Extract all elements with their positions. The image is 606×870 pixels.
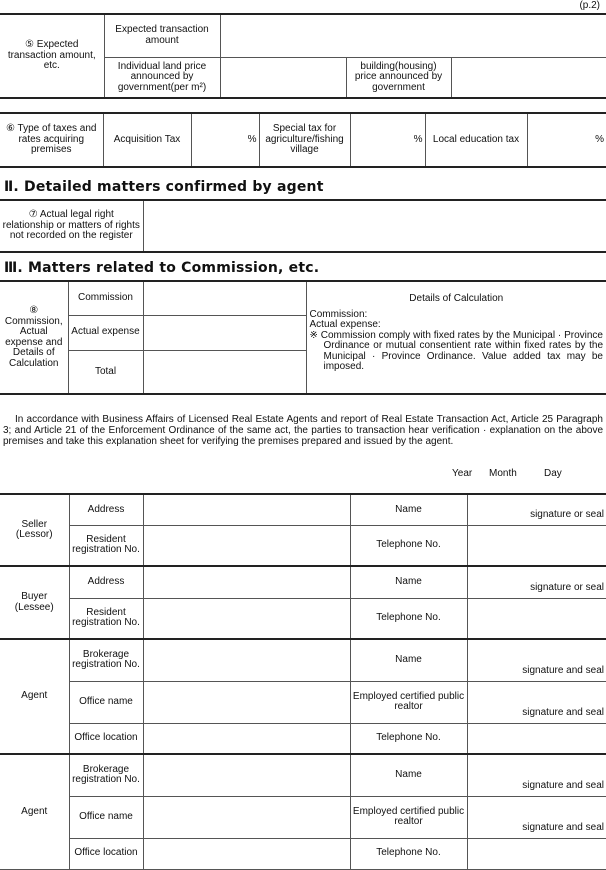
- local-edu-tax-label: Local education tax: [425, 113, 527, 167]
- sec6-label: ⑥ Type of taxes and rates acquiring premises: [0, 113, 103, 167]
- expected-amount-label: Expected transaction amount: [104, 14, 220, 57]
- date-month[interactable]: Month: [489, 468, 517, 479]
- buyer-signature[interactable]: signature or seal: [467, 566, 606, 598]
- parties-table: [0, 493, 606, 870]
- local-edu-tax-rate[interactable]: %: [527, 113, 606, 167]
- commission-label: Commission: [68, 281, 143, 315]
- actual-expense-label: Actual expense: [68, 315, 143, 350]
- page-number: (p.2): [579, 0, 600, 11]
- section-3-heading: Ⅲ. Matters related to Commission, etc.: [4, 260, 320, 276]
- agent1-telephone-field[interactable]: [467, 723, 606, 754]
- land-price-field[interactable]: [220, 57, 346, 98]
- tax-table: [0, 112, 606, 168]
- agent1-name-label: Name: [350, 639, 467, 681]
- seller-resident-label: Resident registration No.: [69, 525, 143, 566]
- building-price-label: building(housing) price announced by government: [346, 57, 451, 98]
- agent2-brokerage-field[interactable]: [143, 754, 350, 796]
- date-day[interactable]: Day: [544, 468, 562, 479]
- acquisition-tax-rate[interactable]: %: [191, 113, 259, 167]
- expected-transaction-table: [0, 13, 606, 99]
- acquisition-tax-label: Acquisition Tax: [103, 113, 191, 167]
- agent2-office-name-label: Office name: [69, 796, 143, 838]
- agent2-telephone-label: Telephone No.: [350, 838, 467, 869]
- date-year[interactable]: Year: [452, 468, 473, 479]
- rights-table: [0, 199, 606, 253]
- sec5-label: ⑤ Expected transaction amount, etc.: [0, 14, 104, 98]
- agent1-location-label: Office location: [69, 723, 143, 754]
- commission-table: [0, 280, 606, 395]
- expense-line: Actual expense:: [309, 319, 381, 330]
- seller-address-field[interactable]: [143, 494, 350, 525]
- details-title: Details of Calculation: [409, 293, 504, 304]
- agent1-label: Agent: [0, 639, 69, 754]
- calculation-details: [306, 281, 606, 394]
- commission-field[interactable]: [143, 281, 306, 315]
- buyer-address-label: Address: [69, 566, 143, 598]
- agent2-location-field[interactable]: [143, 838, 350, 869]
- commission-line: Commission:: [309, 308, 368, 320]
- seller-label: Seller (Lessor): [0, 494, 69, 566]
- total-label: Total: [68, 350, 143, 394]
- seller-telephone-label: Telephone No.: [350, 525, 467, 566]
- agent2-name-label: Name: [350, 754, 467, 796]
- seller-address-label: Address: [69, 494, 143, 525]
- agent1-telephone-label: Telephone No.: [350, 723, 467, 754]
- expected-amount-field[interactable]: [220, 14, 606, 57]
- agent1-office-name-label: Office name: [69, 681, 143, 723]
- buyer-resident-label: Resident registration No.: [69, 598, 143, 639]
- agent1-office-name-field[interactable]: [143, 681, 350, 723]
- agreement-statement: In accordance with Business Affairs of Licensed Real Estate Agents and report of Real Estate Transaction Act, Article 25 Paragraph 3; and Article 21 of the Enforcement Ordinance of the same act, the parties to transaction hear verification · explanation on the above premises and take this explanation sheet for verifying the premises prepared and issued by the agent.: [3, 414, 603, 447]
- actual-expense-field[interactable]: [143, 315, 306, 350]
- special-tax-rate[interactable]: %: [350, 113, 425, 167]
- agent1-brokerage-label: Brokerage registration No.: [69, 639, 143, 681]
- agent1-realtor-label: Employed certified public realtor: [350, 681, 467, 723]
- buyer-address-field[interactable]: [143, 566, 350, 598]
- seller-signature[interactable]: signature or seal: [467, 494, 606, 525]
- buyer-resident-field[interactable]: [143, 598, 350, 639]
- item8-label: ⑧ Commission, Actual expense and Details of Calculation: [0, 281, 68, 394]
- special-tax-label: Special tax for agriculture/fishing village: [259, 113, 350, 167]
- seller-resident-field[interactable]: [143, 525, 350, 566]
- seller-name-label: Name: [350, 494, 467, 525]
- agent1-location-field[interactable]: [143, 723, 350, 754]
- agent2-office-name-field[interactable]: [143, 796, 350, 838]
- agent2-signature[interactable]: signature and seal: [467, 754, 606, 796]
- item7-field[interactable]: [143, 200, 606, 252]
- agent1-realtor-signature[interactable]: signature and seal: [467, 681, 606, 723]
- agent2-telephone-field[interactable]: [467, 838, 606, 869]
- agent2-label: Agent: [0, 754, 69, 869]
- building-price-field[interactable]: [451, 57, 606, 98]
- agent1-brokerage-field[interactable]: [143, 639, 350, 681]
- agent2-realtor-signature[interactable]: signature and seal: [467, 796, 606, 838]
- buyer-name-label: Name: [350, 566, 467, 598]
- commission-note: ※ Commission comply with fixed rates by the Municipal · Province Ordinance or mutual consentient rate within fixed rates by the Municipal · Province Ordinance. Value added tax may be imposed.: [309, 329, 603, 372]
- section-2-heading: Ⅱ. Detailed matters confirmed by agent: [4, 179, 324, 195]
- agent2-location-label: Office location: [69, 838, 143, 869]
- land-price-label: Individual land price announced by government(per m²): [104, 57, 220, 98]
- agent1-signature[interactable]: signature and seal: [467, 639, 606, 681]
- seller-telephone-field[interactable]: [467, 525, 606, 566]
- agent2-brokerage-label: Brokerage registration No.: [69, 754, 143, 796]
- buyer-telephone-label: Telephone No.: [350, 598, 467, 639]
- item7-label: ⑦ Actual legal right relationship or matters of rights not recorded on the register: [0, 200, 143, 252]
- buyer-telephone-field[interactable]: [467, 598, 606, 639]
- agent2-realtor-label: Employed certified public realtor: [350, 796, 467, 838]
- total-field[interactable]: [143, 350, 306, 394]
- buyer-label: Buyer (Lessee): [0, 566, 69, 639]
